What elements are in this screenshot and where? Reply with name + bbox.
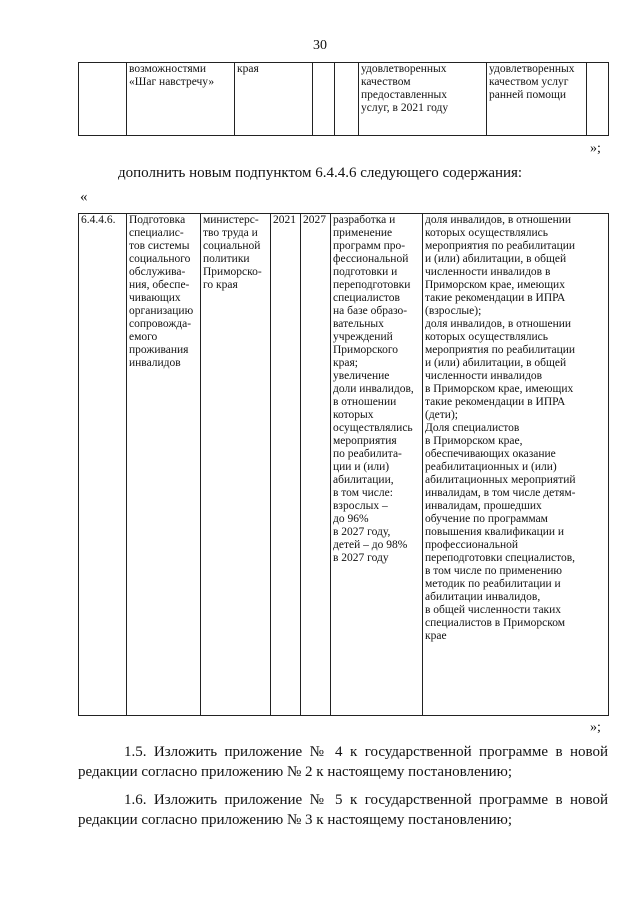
cell-executor: министерс- тво труда и социальной политики Приморско- го края — [201, 214, 271, 716]
cell-measure-name: Подготовка специалис- тов системы социального обслужива- ния, обеспе- чивающих организацию сопровожда- емого проживания инвалидов — [127, 214, 201, 716]
subpoint-table — [78, 213, 609, 716]
cell-year-start: 2021 — [271, 214, 301, 716]
top-cell-executor: края — [235, 63, 313, 136]
top-cell-number — [79, 63, 127, 136]
top-cell-indicator: удовлетворенных качеством услуг ранней помощи — [487, 63, 587, 136]
top-cell-name: возможностями «Шаг навстречу» — [127, 63, 235, 136]
continued-table — [78, 62, 609, 136]
cell-year-end: 2027 — [301, 214, 331, 716]
page-number: 30 — [313, 38, 327, 53]
top-closing-quote: »; — [590, 141, 601, 156]
paragraph-1-5: 1.5. Изложить приложение № 4 к государственной программе в новой редакции согласно приложению № 2 к настоящему постановлению; — [78, 744, 608, 780]
paragraph-1-6: 1.6. Изложить приложение № 5 к государственной программе в новой редакции согласно приложению № 3 к настоящему постановлению; — [78, 792, 608, 828]
cell-indicators: доля инвалидов, в отношении которых осуществлялись мероприятия по реабилитации и (или) абилитации, в общей численности инвалидов в Приморском крае, имеющих такие рекомендации в ИПРА (взрослые); доля инвалидов, в отношении которых осуществлялись мероприятия по реабилитации и (или) абилитации, в общей численности инвалидов в Приморском крае, имеющих такие рекомендации в ИПРА (дети); Доля специалистов в Приморском крае, обеспечивающих оказание реабилитационных и (или) абилитационных мероприятий инвалидам, в том числе детям- инвалидам, прошедших обучение по программам повышения квалификации и профессиональной переподготовки специалистов, в том числе по применению методик по реабилитации и абилитации инвалидов, в общей численности таких специалистов в Приморском крае — [423, 214, 609, 716]
top-cell-year-start — [313, 63, 335, 136]
main-closing-quote: »; — [590, 720, 601, 735]
top-cell-empty — [587, 63, 609, 136]
open-quote: « — [80, 189, 88, 205]
cell-expected-result: разработка и применение программ про- фессиональной подготовки и переподготовки специалистов на базе образо- вательных учреждений Приморского края; увеличение доли инвалидов, в отношении которых осуществлялись мероприятия по реабилита- ции и (или) абилитации, в том числе: взрослых – до 96% в 2027 году, детей – до 98% в 2027 году — [331, 214, 423, 716]
top-cell-result: удовлетворенных качеством предоставленных услуг, в 2021 году — [359, 63, 487, 136]
cell-number: 6.4.4.6. — [79, 214, 127, 716]
intro-text: дополнить новым подпунктом 6.4.4.6 следующего содержания: — [118, 165, 523, 181]
top-cell-year-end — [335, 63, 359, 136]
